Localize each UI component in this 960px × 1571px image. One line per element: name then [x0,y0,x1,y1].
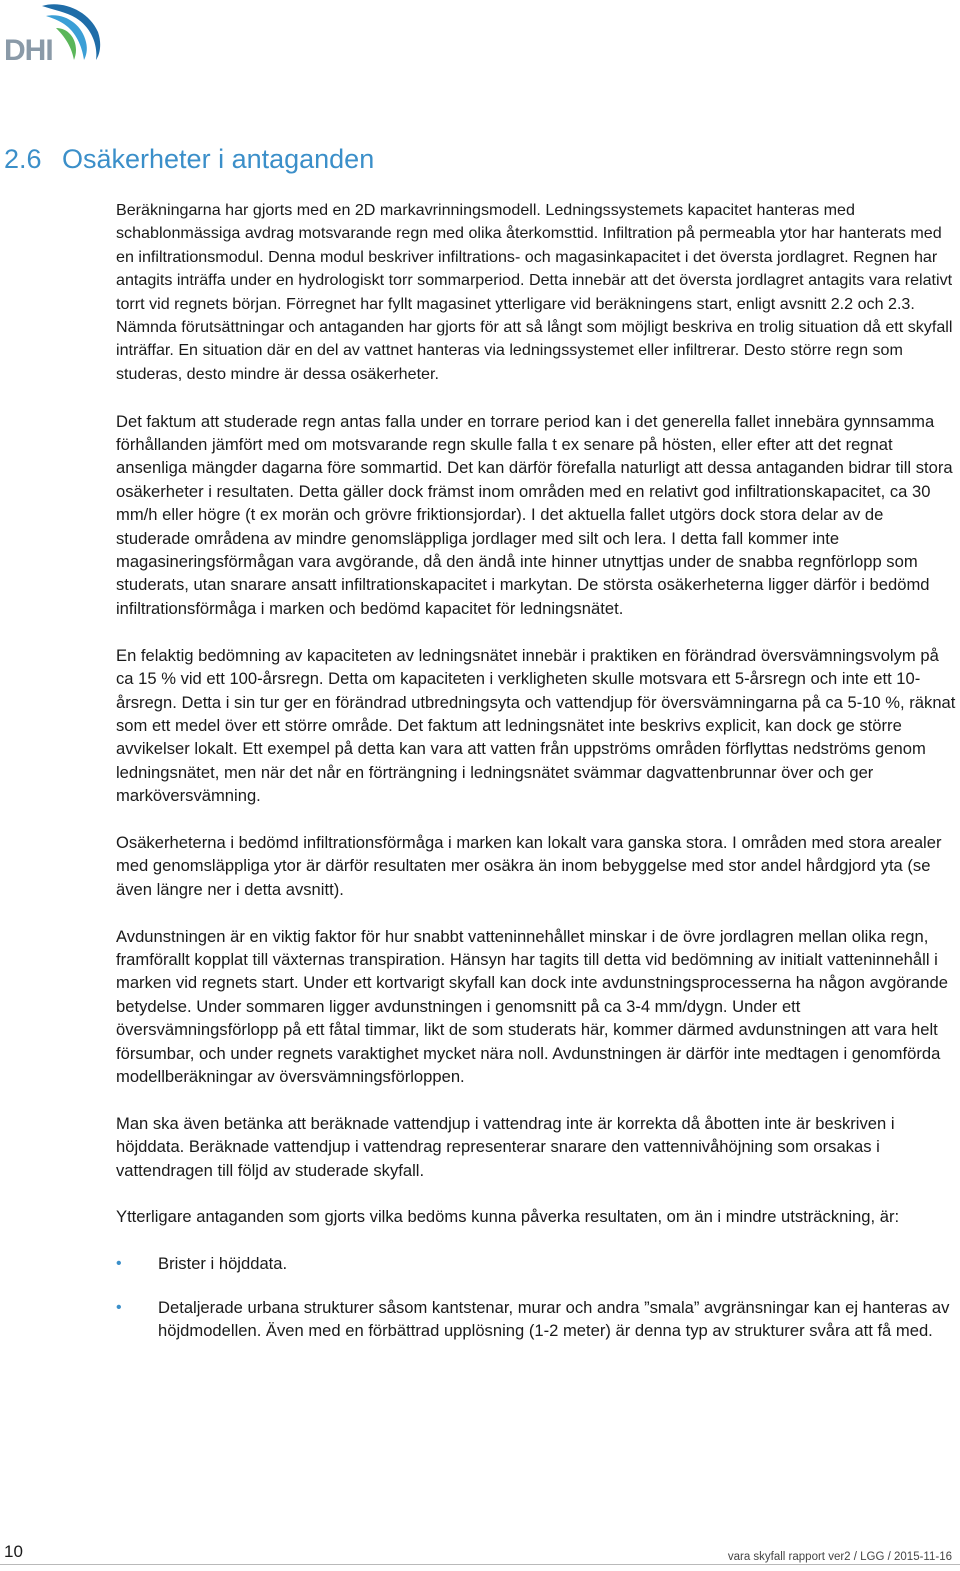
logo-text: DHI [4,34,53,64]
paragraph-2: Det faktum att studerade regn antas falla under en torrare period kan i det generella fallet innebära gynnsamma förhållanden jämfört med om motsvarande regn skulle falla t ex senare på hösten, eller efter att det regnat ansenliga mängder dagarna före sommartid. Det kan därför förefalla naturligt att dessa antaganden bidrar till stora osäkerheter i resultaten. Detta gäller dock främst inom områden med en relativt god infiltrationskapacitet, ca 30 mm/h eller högre (t ex morän och grövre friktionsjordar). I det aktuella fallet utgörs dock stora delar av de studerade områdena av mindre genomsläppliga jordlager med silt och lera. I detta fall kommer inte magasineringsförmågan vara avgörande, då den ändå inte hinner utnyttjas under de snabba regnförlopp som studerats, utan snarare ansatt infiltrationskapacitet i markytan. De största osäkerheterna ligger därför i bedömd infiltrationsförmåga i marken och bedömd kapacitet för ledningsnätet. [116,411,953,618]
section-heading [4,141,374,177]
bullet-icon: • [116,1298,122,1316]
paragraph-1: Beräkningarna har gjorts med en 2D markavrinningsmodell. Ledningssystemets kapacitet hanteras med schablonmässiga avdrag motsvarande regn med olika återkomsttid. Infiltration på permeabla ytor har hanterats med en infiltrationsmodul. Denna modul beskriver infiltrations- och magasinkapacitet i det översta jordlagret. Regnen har antagits inträffa under en hydrologiskt torr sommarperiod. Detta innebär att det översta jordlagret antagits vara relativt torrt vid regnets början. Förregnet har fyllt magasinet ytterligare vid beräkningens start, enligt avsnitt 2.2 och 2.3. Nämnda förutsättningar och antaganden har gjorts för att så långt som möjligt beskriva en trolig situation då ett skyfall inträffar. En situation där en del av vattnet hanteras via ledningssystemet eller infiltrerar. Desto större regn som studeras, desto mindre är dessa osäkerheter. [116,201,953,383]
footer-reference: vara skyfall rapport ver2 / LGG / 2015-11-16 [727,1551,952,1563]
bullet-icon: • [116,1255,122,1273]
section-title: Osäkerheter i antaganden [62,144,375,174]
footer-divider [0,1564,960,1565]
bullet-text: Detaljerade urbana strukturer såsom kantstenar, murar och andra ”smala” avgränsningar kan ej hanteras av höjdmodellen. Även med en förbättrad upplösning (1-2 meter) är denna typ av strukturer svåra att få med. [158,1297,950,1340]
bullet-text: Brister i höjddata. [158,1254,288,1274]
paragraph-7: Ytterligare antaganden som gjorts vilka bedöms kunna påverka resultaten, om än i mindre utsträckning, är: [116,1207,900,1227]
dhi-logo [2,2,106,64]
bullet-item [116,1252,956,1275]
paragraph-4: Osäkerheterna i bedömd infiltrationsförmåga i marken kan lokalt vara ganska stora. I områden med stora arealer med genomsläppliga ytor är därför resultaten mer osäkra än inom bebyggelse med stor andel hårdgjord yta (se även längre ner i detta avsnitt). [116,832,942,899]
page-number: 10 [4,1542,23,1561]
paragraph-5: Avdunstningen är en viktig faktor för hur snabbt vatteninnehållet minskar i de övre jordlagren mellan olika regn, framförallt kopplat till växternas transpiration. Hänsyn har tagits till detta vid bedömning av initialt vatteninnehåll i marken vid regnets start. Under ett kortvarigt skyfall kan dock inte avdunstningsprocesserna ha någon avgörande betydelse. Under sommaren ligger avdunstningen i genomsnitt på ca 3-4 mm/dygn. Under ett översvämningsförlopp på ett fåtal timmar, likt de som studerats här, kommer därmed avdunstningen att vara helt försumbar, och under regnets varaktighet mycket nära noll. Avdunstningen är därför inte medtagen i genomförda modellberäkningar av översvämningsförloppen. [116,926,948,1086]
body-text [116,199,956,1342]
paragraph-6: Man ska även betänka att beräknade vattendjup i vattendrag inte är korrekta då åbotten inte är beskriven i höjddata. Beräknade vattendjup i vattendrag representerar snarare den vattennivåhöjning som orsakas i vattendragen till följd av studerade skyfall. [116,1113,895,1180]
dhi-logo-mark [2,2,106,64]
paragraph-3: En felaktig bedömning av kapaciteten av ledningsnätet innebär i praktiken en förändrad översvämningsvolym på ca 15 % vid ett 100-årsregn. Detta om kapaciteten i verkligheten skulle motsvara ett 5-årsregn och inte ett 10-årsregn. Detta i sin tur ger en förändrad utbredningsyta och vattendjup för översvämningarna på ca 5-10 %, räknat som ett medel över ett större område. Det faktum att ledningsnätet inte beskrivs explicit, kan dock ge större avvikelser lokalt. Ett exempel på detta kan vara att vatten från uppströms områden förflyttas nedströms genom ledningsnätet, men när det når en förträngning i ledningsnätet svämmar dagvattenbrunnar över och ger marköversvämning. [116,645,956,806]
bullet-item [116,1296,956,1343]
section-number: 2.6 [4,144,42,174]
logo-wave-green [56,28,76,60]
bullet-list [116,1252,956,1342]
